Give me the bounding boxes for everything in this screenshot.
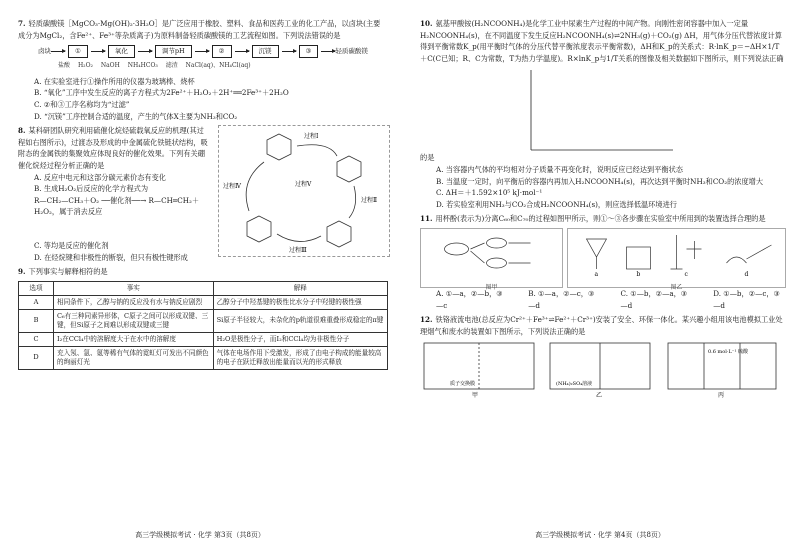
option: B. 当温度一定时，向平衡后的容器内再加入H₂NCOONH₄(s)，再次达到平衡时NH₃和CO₂的浓度增大: [436, 176, 764, 186]
table-cell: B: [19, 309, 54, 332]
page-footer: 高三学级模拟考试 · 化学 第3页（共8页）: [135, 531, 265, 540]
flow-step: 氧化: [108, 45, 135, 58]
option: D. 若实验室利用NH₃与CO₂合成H₂NCOONH₄(s)，则应选择低温环境进行: [436, 199, 677, 209]
flow-step: 调节pH: [155, 45, 192, 58]
question-7: [18, 18, 386, 122]
option: A. 当容器内气体的平均相对分子质量不再变化时，说明反应已经达到平衡状态: [436, 164, 683, 174]
apparatus-label: b: [636, 270, 641, 277]
question-stem: 用杯酚(表示为)分离C₆₀和C₇₀的过程如图甲所示，则①～③各步骤在实验室中所用到的装置选择合理的是: [435, 214, 766, 224]
solution-label: (NH₄)₂SO₄溶液: [556, 381, 593, 388]
table-cell: C: [19, 332, 54, 346]
table-cell: C₆有三种同素异形体，C原子之间可以形成双键、三键，但Si原子之间难以形成双键或三键: [54, 309, 214, 332]
separation-process-diagram: [421, 229, 562, 277]
table-row: [19, 309, 388, 332]
question-number: 8.: [18, 126, 26, 136]
question-number: 9.: [18, 267, 26, 277]
option: D. “沉镁”工序控制合适的温度，产生的气体X主要为NH₃和CO₂: [34, 111, 238, 121]
question-11: [420, 213, 786, 311]
option: D. 在烃烷键和非极性的断裂，但只有极性键形成: [34, 252, 188, 262]
catalysis-mechanism-figure: [218, 125, 390, 257]
column-header: 选项: [19, 281, 54, 295]
question-stem: 轻质碳酸镁［MgCO₃·Mg(OH)₂·3H₂O］是广泛应用于橡胶、塑料、食品和医药工业的化工产品，以卤块(主要成分为MgCl₂，含Fe²⁺、Fe³⁺等杂质离子)为原料制备轻质碳酸镁的工艺流程如图。下列说法错误的是: [18, 19, 381, 40]
table-cell: Si原子半径较大，未杂化的p轨道很难重叠形成稳定的π键: [213, 309, 387, 332]
option: C. 等均是反应的催化剂: [34, 240, 109, 250]
table-row: [19, 346, 388, 369]
process-flow: [38, 45, 386, 58]
option: C. ②和③工序名称均为“过滤”: [34, 99, 130, 109]
table-cell: H₂O是极性分子，而I₂和CCl₄均为非极性分子: [213, 332, 387, 346]
flow-step: 沉镁: [252, 45, 279, 58]
apparatus-figures: [420, 228, 786, 291]
option-row: [420, 288, 786, 311]
question-stem: 下列事实与解释相符的是: [28, 267, 108, 277]
question-12: [420, 314, 786, 403]
lnkp-vs-inverse-t-chart: [517, 66, 677, 158]
table-cell: 相同条件下，乙醇与钠的反应没有水与钠反应剧烈: [54, 295, 214, 309]
reagent-label: 盐酸: [58, 62, 71, 70]
apparatus-diagram: [568, 229, 785, 277]
question-number: 7.: [18, 19, 26, 28]
option: D. ①—b，②—c，③—d: [713, 288, 781, 310]
question-stem: 氨基甲酸铵(H₂NCOONH₄)是化学工业中尿素生产过程的中间产物。向刚性密闭容器中加入一定量H₂NCOONH₄(s)，在不同温度下发生反应H₂NCOONH₄(s)⇌2NH₃(g)＋CO₂(g) ΔH，用气体分压代替浓度计算得到平衡常数K_p(用平衡时气体的分压代替平衡浓度表示平衡常数)，ΔH和K_p的关系式：R·lnK_p＝−ΔH×1/T＋C(C已知；R、C为常数，T为热力学温度)。R×lnK_p与1/T关系的图像及相关数据如下图所示，则下列说法正确的是: [420, 19, 784, 163]
figure-jia: [420, 228, 563, 291]
page-footer: 高三学级模拟考试 · 化学 第4页（共8页）: [535, 531, 665, 540]
table-row: [19, 332, 388, 346]
apparatus-label: d: [744, 270, 749, 277]
process-label: 过程Ⅰ: [304, 133, 319, 141]
question-number: 11.: [420, 214, 433, 224]
process-label: 过程Ⅳ: [223, 183, 241, 191]
table-cell: 气体在电场作用下受激发，形成了由电子构成的能量较高的电子在跃迁释放出能量而以光的形式释放: [213, 346, 387, 369]
question-stem: 某科研团队研究利用硫催化烷烃硫载氧反应的机理(其过程如右图所示)，过渡态及形成的中金属硫化铁链状结构，吸附态的金属铁的集聚效应体现良好的催化效果。下列有关硼催化烷烃过程分析正确的是: [18, 126, 208, 170]
explanation-table: [18, 281, 388, 370]
table-cell: 乙醇分子中羟基键的极性比水分子中羟键的极性强: [213, 295, 387, 309]
option: R—CH₂—CH₃＋O₂ ──催化剂──→ R—CH═CH₂＋H₂O₂，属于消去反应: [34, 195, 200, 217]
question-10: [420, 18, 786, 210]
question-9: [18, 266, 386, 370]
cell-label: 甲: [472, 392, 479, 400]
flow-step: ①: [68, 45, 88, 58]
option: B. 生成H₂O₂后反应的化学方程式为: [34, 184, 149, 194]
question-number: 10.: [420, 19, 433, 28]
apparatus-label: a: [594, 270, 599, 277]
figure-caption: 图甲: [485, 283, 498, 291]
flow-step: ③: [299, 45, 319, 58]
solution-label: 0.6 mol·L⁻¹ 硫酸: [708, 349, 749, 356]
right-page: [400, 0, 800, 546]
reagent-label: NaOH: [100, 62, 120, 70]
question-number: 12.: [420, 315, 433, 325]
flow-step: 轻质碳酸镁: [335, 46, 368, 55]
option: C. ΔH＝＋1.592×10⁵ kJ·mol⁻¹: [436, 188, 543, 198]
option: A. ①—a，②—b，③—c: [436, 288, 503, 310]
option: B. “氧化”工序中发生反应的离子方程式为2Fe²⁺＋H₂O₂＋2H⁺══2Fe³⁺＋2H₂O: [34, 88, 289, 98]
byproduct-label: 滤渣: [165, 62, 178, 70]
figure-caption: 图乙: [670, 283, 683, 291]
question-stem: 铁铬液流电池(总反应为Cr²⁺＋Fe³⁺⇌Fe²⁺＋Cr³⁺)安装了安全、环保一体化。某兴趣小组用该电池模拟工业处理烟气和废水的装置如下图所示，下列说法正确的是: [420, 315, 783, 336]
cell-label: 丙: [718, 392, 725, 400]
reagent-label: NH₄HCO₃: [127, 62, 158, 70]
electrolysis-apparatus-diagram: [420, 337, 780, 399]
table-row: [19, 295, 388, 309]
figure-yi: [567, 228, 786, 291]
flow-step: 卤块: [38, 46, 51, 55]
table-cell: I₂在CCl₄中的溶解度大于在水中的溶解度: [54, 332, 214, 346]
process-label: 过程Ⅱ: [361, 197, 378, 205]
option: B. ①—a，②—c，③—d: [528, 288, 595, 310]
cell-label: 乙: [596, 392, 603, 400]
option: A. 在实验室进行①操作所用的仪器为玻璃棒、烧杯: [34, 76, 195, 86]
reagent-label: H₂O₂: [77, 62, 93, 70]
table-cell: A: [19, 295, 54, 309]
membrane-label: 质子交换膜: [450, 381, 476, 388]
table-cell: D: [19, 346, 54, 369]
mechanism-diagram: [219, 126, 389, 256]
flow-step: ②: [212, 45, 232, 58]
column-header: 解释: [213, 281, 387, 295]
option: A. 反应中电元和这部分碳元素价态有变化: [34, 172, 166, 182]
option: C. ①—b，②—a，③—d: [620, 288, 688, 310]
table-header-row: [19, 281, 388, 295]
flow-reagents: [58, 60, 386, 72]
process-label: 过程Ⅴ: [295, 181, 312, 189]
process-label: 过程Ⅲ: [289, 247, 307, 255]
byproduct-label: NaCl(aq)、NH₄Cl(aq): [185, 62, 251, 70]
apparatus-label: c: [684, 270, 688, 277]
table-cell: 充入氖、氩、氪等稀有气体的霓虹灯可发出不同颜色的绚丽灯光: [54, 346, 214, 369]
question-8: [18, 125, 386, 263]
column-header: 事实: [54, 281, 214, 295]
